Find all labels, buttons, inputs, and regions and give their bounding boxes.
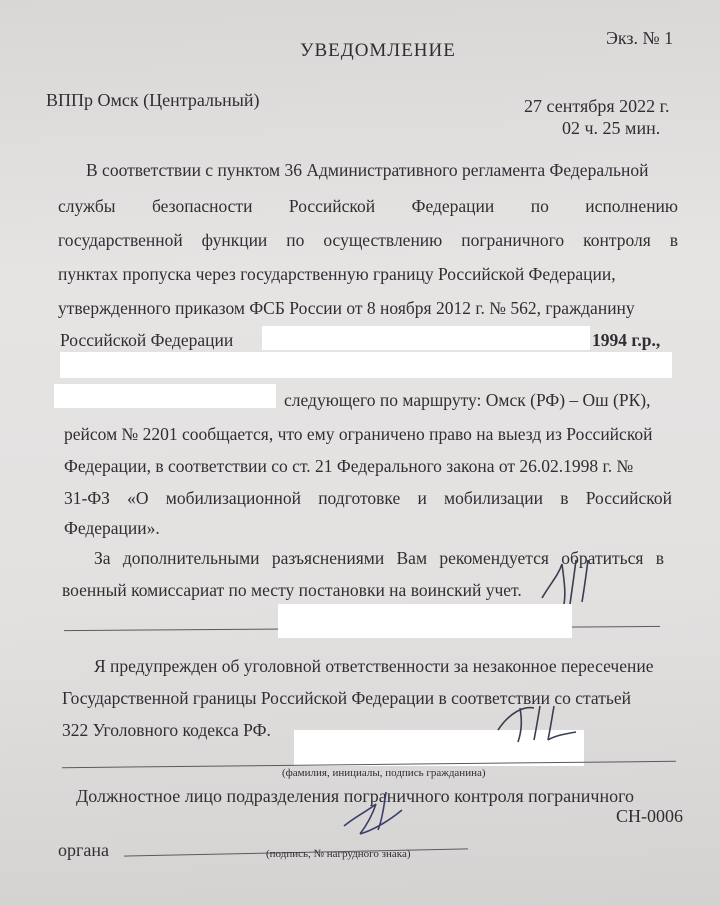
p1-tail-1: рейсом № 2201 сообщается, что ему ограничено право на выезд из Российской (64, 424, 653, 444)
official-code: СН-0006 (616, 806, 683, 826)
p3-line-1: Я предупрежден об уголовной ответственности за незаконное пересечение (94, 656, 654, 676)
p1-line-4: пунктах пропуска через государственную границу Российской Федерации, (58, 264, 616, 284)
redacted-signature-1 (278, 604, 572, 638)
p1-line-2: службы безопасности Российской Федерации по исполнению (58, 196, 678, 216)
p3-line-3: 322 Уголовного кодекса РФ. (62, 720, 271, 740)
citizen-caption: (фамилия, инициалы, подпись гражданина) (282, 767, 486, 779)
redacted-document (54, 384, 276, 408)
p2-line-1: За дополнительными разъяснениями Вам рекомендуется обратиться в (94, 548, 664, 568)
official-caption: (подпись, № нагрудного знака) (266, 848, 411, 860)
birth-year: 1994 г.р., (592, 330, 661, 350)
p1-tail-4: Федерации». (64, 518, 160, 538)
p1-line-5: утвержденного приказом ФСБ России от 8 ноября 2012 г. № 562, гражданину (58, 298, 635, 318)
official-line-2: органа (58, 840, 109, 860)
citizen-label: Российской Федерации (60, 330, 234, 350)
p1-tail-2: Федерации, в соответствии со ст. 21 Федерального закона от 26.02.1998 г. № (64, 456, 634, 476)
redacted-name (262, 326, 590, 350)
document-title: УВЕДОМЛЕНИЕ (300, 40, 456, 61)
official-line-1: Должностное лицо подразделения пограничного контроля пограничного (76, 786, 635, 806)
organization-name: ВППр Омск (Центральный) (46, 90, 260, 110)
p1-tail-3: 31-ФЗ «О мобилизационной подготовке и мобилизации в Российской (64, 488, 672, 508)
document-time: 02 ч. 25 мин. (562, 118, 661, 138)
redacted-details (60, 352, 672, 378)
p3-line-2: Государственной границы Российской Федерации в соответствии со статьей (62, 688, 631, 708)
p2-line-2: военный комиссариат по месту постановки на воинский учет. (62, 580, 522, 600)
p1-line-3: государственной функции по осуществлению пограничного контроля в (58, 230, 678, 250)
copy-number: Экз. № 1 (606, 28, 674, 48)
p1-line-1: В соответствии с пунктом 36 Административного регламента Федеральной (86, 160, 649, 180)
route-line: следующего по маршруту: Омск (РФ) – Ош (РК), (284, 390, 651, 410)
document-date: 27 сентября 2022 г. (524, 96, 670, 116)
